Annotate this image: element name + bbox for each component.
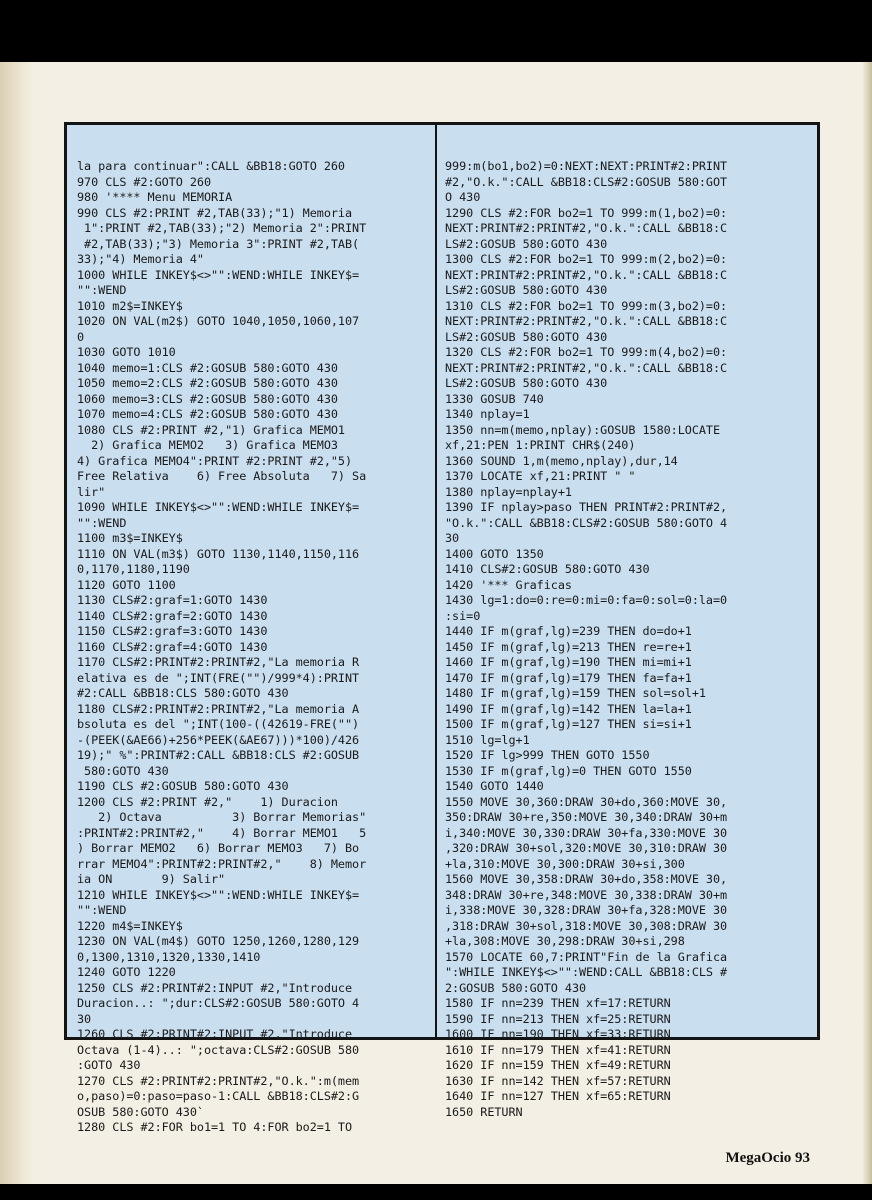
code-line: 1100 m3$=INKEY$ (77, 531, 183, 545)
code-line: o,paso)=0:paso=paso-1:CALL &BB18:CLS#2:G (77, 1089, 360, 1103)
code-line: 1460 IF m(graf,lg)=190 THEN mi=mi+1 (445, 655, 692, 669)
code-line: LS#2:GOSUB 580:GOTO 430 (445, 283, 608, 297)
code-line: 19);" %":PRINT#2:CALL &BB18:CLS #2:GOSUB (77, 748, 360, 762)
code-line: 1640 IF nn=127 THEN xf=65:RETURN (445, 1089, 671, 1103)
magazine-page (0, 62, 872, 1184)
code-line: +la,308:MOVE 30,298:DRAW 30+si,298 (445, 934, 685, 948)
code-line: 1250 CLS #2:PRINT#2:INPUT #2,"Introduce (77, 980, 353, 995)
code-line: 1170 CLS#2:PRINT#2:PRINT#2,"La memoria R (77, 655, 360, 669)
code-line: 1490 IF m(graf,lg)=142 THEN la=la+1 (445, 701, 692, 716)
code-line: 350:DRAW 30+re,350:MOVE 30,340:DRAW 30+m (445, 810, 728, 824)
code-line: LS#2:GOSUB 580:GOTO 430 (445, 376, 608, 390)
code-line: 1290 CLS #2:FOR bo2=1 TO 999:m(1,bo2)=0: (445, 205, 728, 220)
code-line: 30 (77, 1011, 92, 1026)
code-line: 1":PRINT #2,TAB(33);"2) Memoria 2":PRINT (77, 221, 367, 235)
code-line: "":WEND (77, 903, 127, 917)
code-line: 1320 CLS #2:FOR bo2=1 TO 999:m(4,bo2)=0: (445, 345, 728, 359)
code-line: 1350 nn=m(memo,nplay):GOSUB 1580:LOCATE (445, 422, 721, 437)
code-line: 1430 lg=1:do=0:re=0:mi=0:fa=0:sol=0:la=0 (445, 593, 728, 607)
code-line: 1130 CLS#2:graf=1:GOTO 1430 (77, 593, 268, 607)
code-line: 1330 GOSUB 740 (445, 391, 544, 406)
code-line: 1540 GOTO 1440 (445, 779, 544, 793)
code-line: 0 (77, 329, 85, 344)
code-line: #2,TAB(33);"3) Memoria 3":PRINT #2,TAB( (77, 236, 360, 251)
code-line: +la,310:MOVE 30,300:DRAW 30+si,300 (445, 856, 685, 871)
code-line: :si=0 (445, 608, 481, 623)
code-line: 2) Grafica MEMO2 3) Grafica MEMO3 (77, 438, 338, 452)
code-line: 2) Octava 3) Borrar Memorias" (77, 810, 367, 824)
code-line: 1410 CLS#2:GOSUB 580:GOTO 430 (445, 562, 650, 576)
code-line: 1140 CLS#2:graf=2:GOTO 1430 (77, 608, 268, 623)
code-line: O 430 (445, 190, 481, 204)
code-line: 1470 IF m(graf,lg)=179 THEN fa=fa+1 (445, 670, 692, 685)
code-line: 1200 CLS #2:PRINT #2," 1) Duracion (77, 794, 338, 809)
code-line: 1020 ON VAL(m2$) GOTO 1040,1050,1060,107 (77, 314, 360, 328)
code-line: 1610 IF nn=179 THEN xf=41:RETURN (445, 1042, 671, 1057)
code-line: 580:GOTO 430 (77, 763, 169, 778)
code-line: 1150 CLS#2:graf=3:GOTO 1430 (77, 624, 268, 638)
code-line: ":WHILE INKEY$<>"":WEND:CALL &BB18:CLS # (445, 965, 728, 979)
code-line: 990 CLS #2:PRINT #2,TAB(33);"1) Memoria (77, 205, 353, 220)
code-line: 4) Grafica MEMO4":PRINT #2:PRINT #2,"5) (77, 453, 353, 468)
code-line: 980 '**** Menu MEMORIA (77, 190, 233, 204)
code-line: NEXT:PRINT#2:PRINT#2,"O.k.":CALL &BB18:C (445, 360, 728, 375)
code-line: 1520 IF lg>999 THEN GOTO 1550 (445, 748, 650, 762)
code-line: #2,"O.k.":CALL &BB18:CLS#2:GOSUB 580:GOT (445, 174, 728, 189)
code-line: 1600 IF nn=190 THEN xf=33:RETURN (445, 1027, 671, 1041)
code-line: "":WEND (77, 283, 127, 297)
code-line: 1370 LOCATE xf,21:PRINT " " (445, 469, 636, 483)
code-line: 1510 lg=lg+1 (445, 732, 530, 747)
code-line: 1480 IF m(graf,lg)=159 THEN sol=sol+1 (445, 686, 706, 700)
code-line: LS#2:GOSUB 580:GOTO 430 (445, 329, 608, 344)
code-line: 1500 IF m(graf,lg)=127 THEN si=si+1 (445, 717, 692, 731)
page-gutter (0, 62, 34, 1184)
code-line: rrar MEMO4":PRINT#2:PRINT#2," 8) Memor (77, 856, 367, 871)
page-edge (862, 62, 872, 1184)
code-line: 30 (445, 531, 460, 545)
code-line: OSUB 580:GOTO 430` (77, 1104, 204, 1119)
code-line: 1580 IF nn=239 THEN xf=17:RETURN (445, 996, 671, 1010)
code-line: 1110 ON VAL(m3$) GOTO 1130,1140,1150,116 (77, 546, 360, 561)
code-line: 348:DRAW 30+re,348:MOVE 30,338:DRAW 30+m (445, 887, 728, 902)
code-line: 2:GOSUB 580:GOTO 430 (445, 980, 587, 995)
code-line: 1240 GOTO 1220 (77, 965, 176, 979)
page-footer: MegaOcio 93 (725, 1150, 810, 1166)
code-line: 1160 CLS#2:graf=4:GOTO 1430 (77, 639, 268, 654)
code-line: Free Relativa 6) Free Absoluta 7) Sa (77, 469, 367, 483)
code-line: 1090 WHILE INKEY$<>"":WEND:WHILE INKEY$= (77, 500, 360, 514)
code-listing-panel (64, 122, 820, 1134)
code-line: ia ON 9) Salir" (77, 872, 226, 886)
code-line: 1220 m4$=INKEY$ (77, 918, 183, 933)
code-line: 1280 CLS #2:FOR bo1=1 TO 4:FOR bo2=1 TO (77, 1120, 353, 1134)
code-line: LS#2:GOSUB 580:GOTO 430 (445, 236, 608, 251)
code-line: 1120 GOTO 1100 (77, 577, 176, 592)
code-line: 1380 nplay=nplay+1 (445, 484, 572, 499)
code-line: bsoluta es del ";INT(100-((42619-FRE("") (77, 717, 360, 731)
code-line: 1420 '*** Graficas (445, 577, 572, 592)
code-line: ,320:DRAW 30+sol,320:MOVE 30,310:DRAW 30 (445, 841, 728, 855)
code-line: 1300 CLS #2:FOR bo2=1 TO 999:m(2,bo2)=0: (445, 252, 728, 266)
code-line: NEXT:PRINT#2:PRINT#2,"O.k.":CALL &BB18:C (445, 221, 728, 235)
code-line: 970 CLS #2:GOTO 260 (77, 174, 211, 189)
code-line: 1230 ON VAL(m4$) GOTO 1250,1260,1280,129 (77, 934, 360, 948)
code-line: lir" (77, 484, 106, 499)
code-line: 1590 IF nn=213 THEN xf=25:RETURN (445, 1011, 671, 1026)
code-line: 1310 CLS #2:FOR bo2=1 TO 999:m(3,bo2)=0: (445, 298, 728, 313)
code-line: 0,1170,1180,1190 (77, 562, 190, 576)
code-line: ) Borrar MEMO2 6) Borrar MEMO3 7) Bo (77, 841, 360, 855)
code-line: 1650 RETURN (445, 1104, 523, 1119)
code-line: elativa es de ";INT(FRE("")/999*4):PRINT (77, 670, 360, 685)
code-line: 1260 CLS #2:PRINT#2:INPUT #2,"Introduce (77, 1027, 353, 1041)
code-line: 1190 CLS #2:GOSUB 580:GOTO 430 (77, 779, 289, 793)
code-line: 0,1300,1310,1320,1330,1410 (77, 949, 261, 964)
code-line: 1000 WHILE INKEY$<>"":WEND:WHILE INKEY$= (77, 267, 360, 282)
code-line: #2:CALL &BB18:CLS 580:GOTO 430 (77, 686, 289, 700)
code-line: 1030 GOTO 1010 (77, 345, 176, 359)
code-line: 1630 IF nn=142 THEN xf=57:RETURN (445, 1073, 671, 1088)
code-line: NEXT:PRINT#2:PRINT#2,"O.k.":CALL &BB18:C (445, 267, 728, 282)
code-line: 1050 memo=2:CLS #2:GOSUB 580:GOTO 430 (77, 376, 338, 390)
code-line: 33);"4) Memoria 4" (77, 252, 204, 266)
code-line: -(PEEK(&AE66)+256*PEEK(&AE67)))*100)/426 (77, 732, 360, 747)
code-line: 1180 CLS#2:PRINT#2:PRINT#2,"La memoria A (77, 701, 360, 716)
code-line: 1440 IF m(graf,lg)=239 THEN do=do+1 (445, 624, 692, 638)
code-line: 1270 CLS #2:PRINT#2:PRINT#2,"O.k.":m(mem (77, 1073, 360, 1088)
code-column-left (77, 159, 366, 1136)
column-divider (435, 125, 437, 1037)
code-line: 1070 memo=4:CLS #2:GOSUB 580:GOTO 430 (77, 407, 338, 421)
code-line: 1060 memo=3:CLS #2:GOSUB 580:GOTO 430 (77, 391, 338, 406)
code-line: la para continuar":CALL &BB18:GOTO 260 (77, 159, 345, 173)
code-line: Octava (1-4)..: ";octava:CLS#2:GOSUB 580 (77, 1042, 360, 1057)
code-line: 1620 IF nn=159 THEN xf=49:RETURN (445, 1058, 671, 1072)
code-column-right (445, 159, 727, 1120)
code-line: 1340 nplay=1 (445, 407, 530, 421)
code-line: NEXT:PRINT#2:PRINT#2,"O.k.":CALL &BB18:C (445, 314, 728, 328)
code-line: 1080 CLS #2:PRINT #2,"1) Grafica MEMO1 (77, 422, 345, 437)
code-line: 1210 WHILE INKEY$<>"":WEND:WHILE INKEY$= (77, 887, 360, 902)
code-line: ,318:DRAW 30+sol,318:MOVE 30,308:DRAW 30 (445, 918, 728, 933)
code-line: i,340:MOVE 30,330:DRAW 30+fa,330:MOVE 30 (445, 825, 728, 840)
code-line: 1360 SOUND 1,m(memo,nplay),dur,14 (445, 453, 678, 468)
code-line: :PRINT#2:PRINT#2," 4) Borrar MEMO1 5 (77, 825, 367, 840)
code-line: 999:m(bo1,bo2)=0:NEXT:NEXT:PRINT#2:PRINT (445, 159, 728, 173)
code-line: 1550 MOVE 30,360:DRAW 30+do,360:MOVE 30, (445, 794, 728, 809)
code-line: xf,21:PEN 1:PRINT CHR$(240) (445, 438, 636, 452)
code-line: 1010 m2$=INKEY$ (77, 298, 183, 313)
code-line: :GOTO 430 (77, 1058, 141, 1072)
code-line: "O.k.":CALL &BB18:CLS#2:GOSUB 580:GOTO 4 (445, 515, 728, 530)
code-line: 1450 IF m(graf,lg)=213 THEN re=re+1 (445, 639, 692, 654)
code-line: 1400 GOTO 1350 (445, 546, 544, 561)
code-line: 1560 MOVE 30,358:DRAW 30+do,358:MOVE 30, (445, 872, 728, 886)
code-line: i,338:MOVE 30,328:DRAW 30+fa,328:MOVE 30 (445, 903, 728, 917)
code-line: 1570 LOCATE 60,7:PRINT"Fin de la Grafica (445, 949, 728, 964)
code-line: "":WEND (77, 515, 127, 530)
code-line: Duracion..: ";dur:CLS#2:GOSUB 580:GOTO 4 (77, 996, 360, 1010)
code-line: 1390 IF nplay>paso THEN PRINT#2:PRINT#2, (445, 500, 728, 514)
code-line: 1530 IF m(graf,lg)=0 THEN GOTO 1550 (445, 763, 692, 778)
code-line: 1040 memo=1:CLS #2:GOSUB 580:GOTO 430 (77, 360, 338, 375)
